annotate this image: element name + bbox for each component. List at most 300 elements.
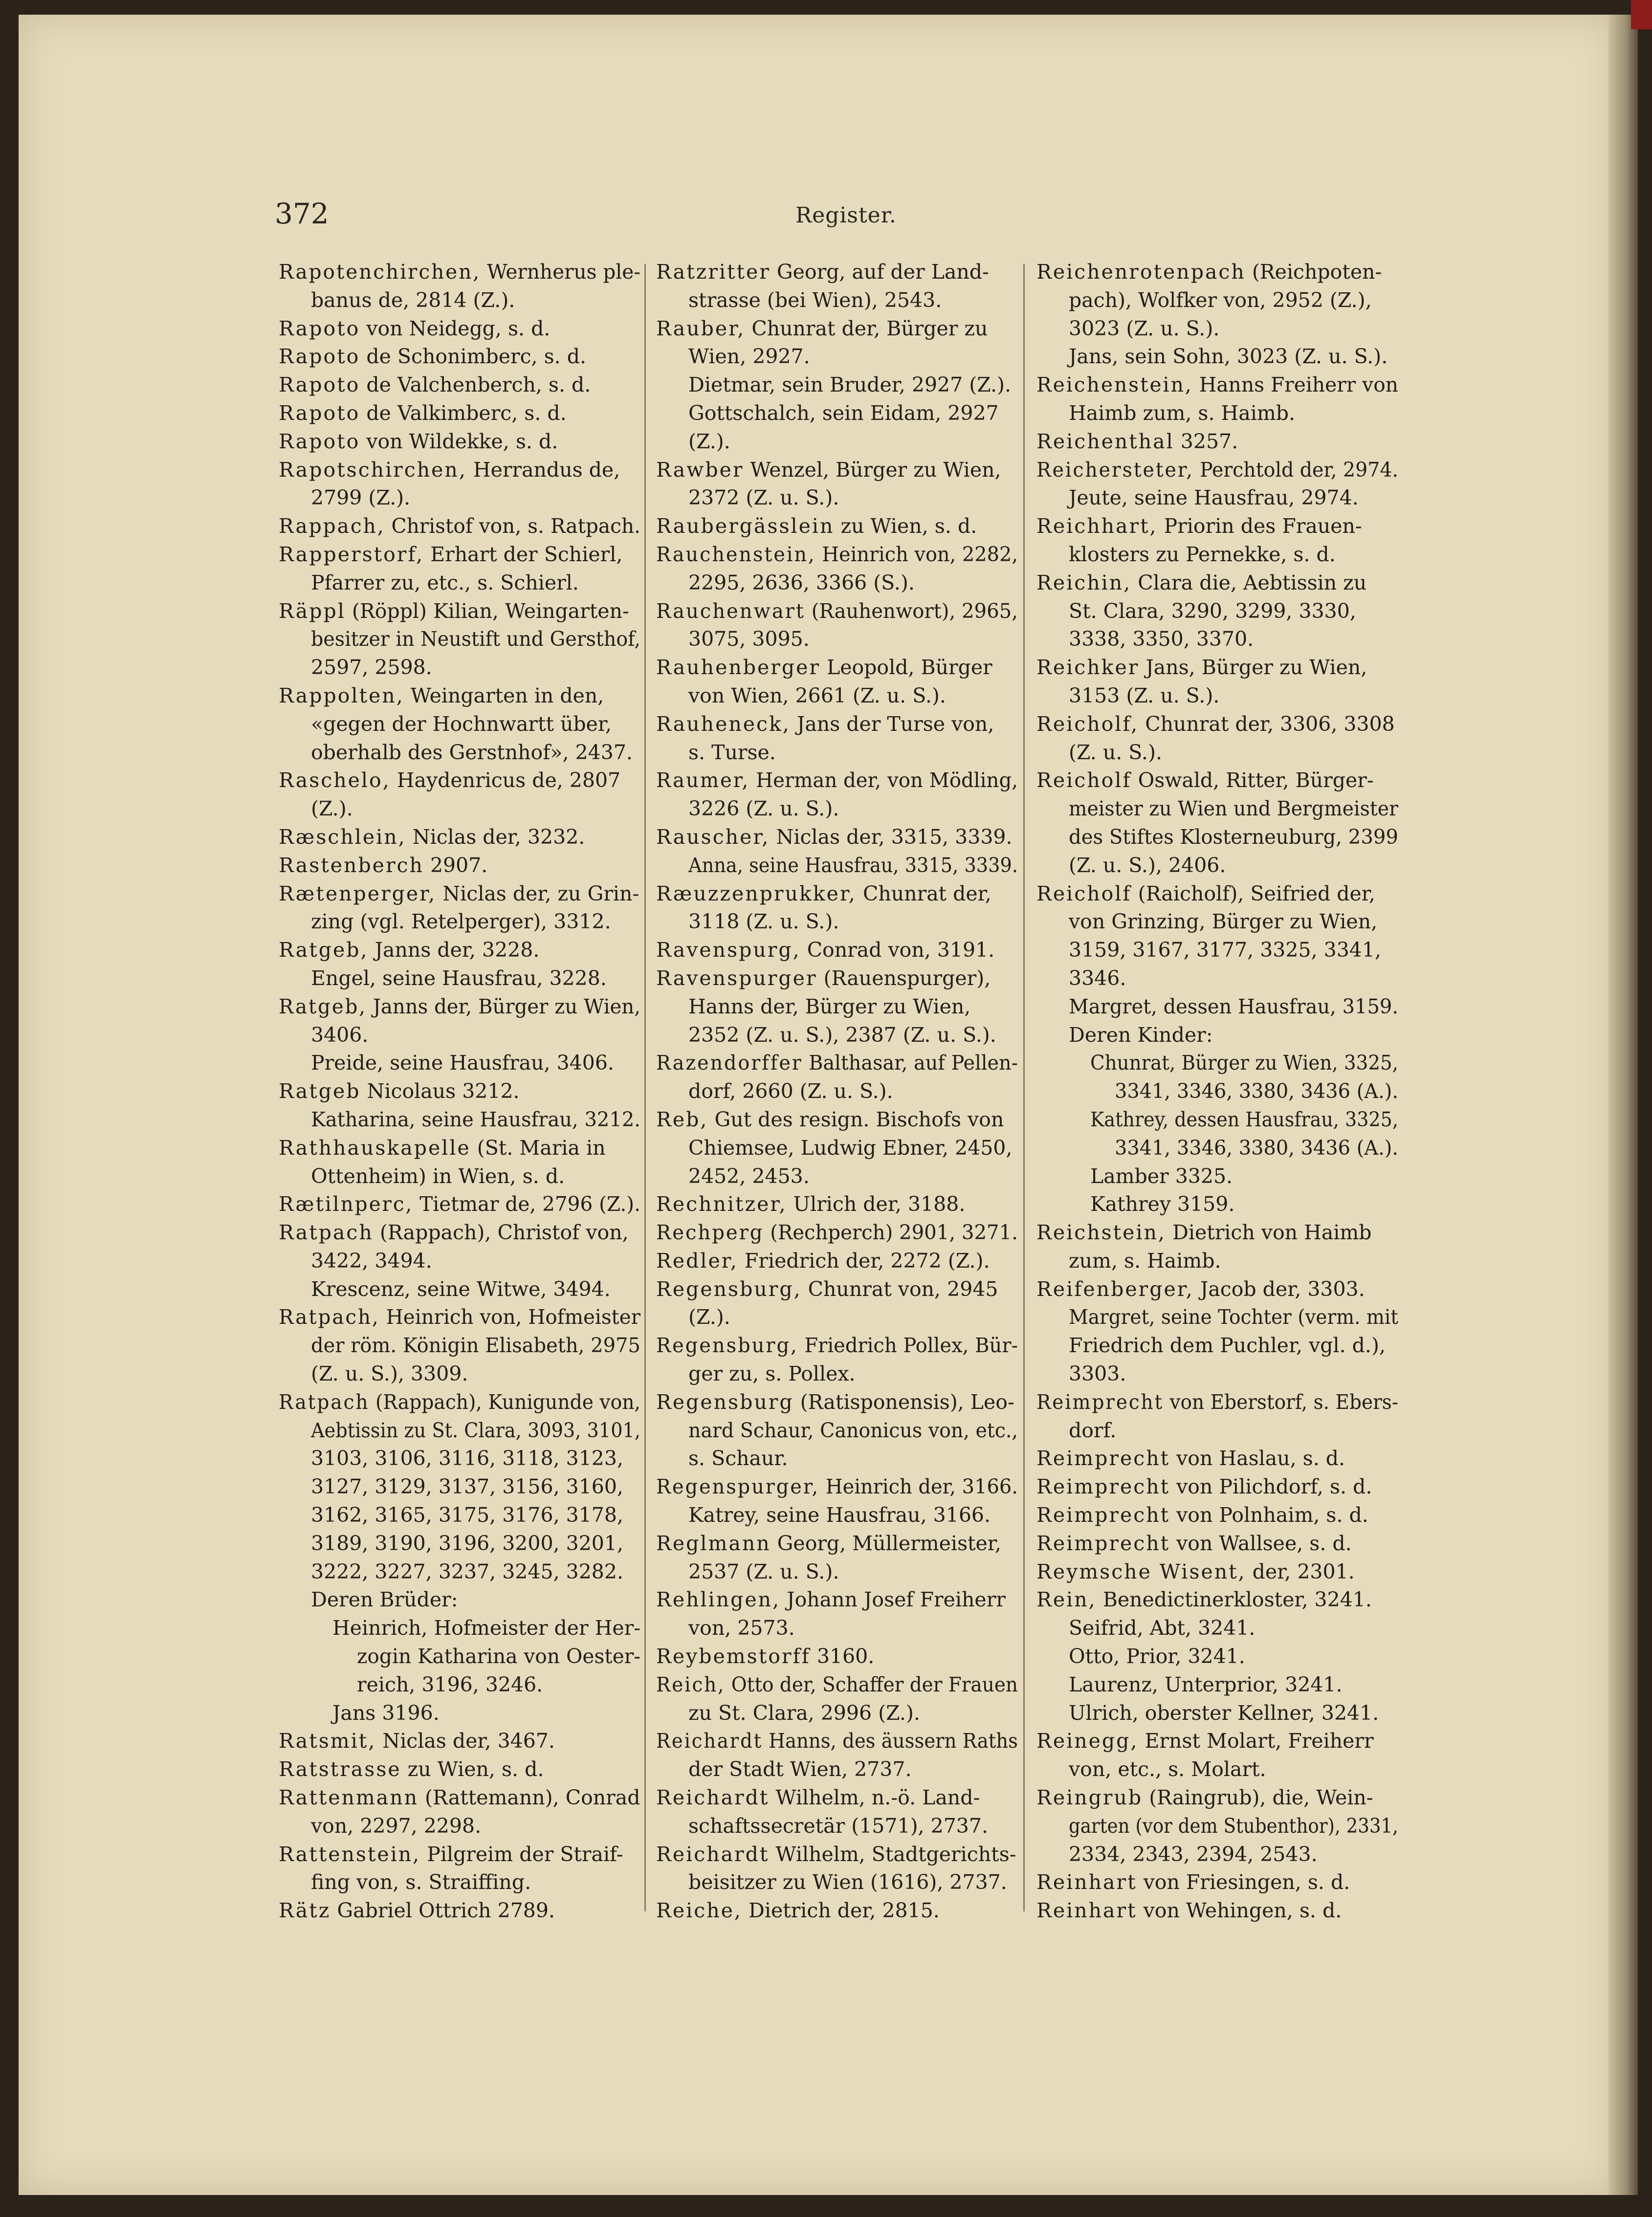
index-entry-line (279, 654, 640, 682)
line-content (1036, 260, 1382, 284)
line-content (1069, 938, 1381, 962)
index-text: 2352 (Z. u. S.), 2387 (Z. u. S.). (688, 1023, 996, 1047)
index-entry-head (656, 710, 1018, 739)
line-content (688, 571, 915, 594)
line-content (1036, 371, 1398, 399)
index-text: Margret, seine Tochter (verm. mit (1069, 1305, 1398, 1329)
line-content (311, 1560, 623, 1583)
line-content (1090, 1106, 1398, 1134)
line-content (279, 1221, 629, 1244)
index-entry-head (1036, 880, 1398, 908)
index-keyword: Rattenmann (279, 1786, 419, 1810)
line-content (1069, 627, 1254, 651)
index-keyword: Rein, (1036, 1588, 1097, 1612)
index-text: de Valkimberc, s. d. (360, 401, 567, 425)
index-keyword: Rapoto (279, 401, 360, 425)
line-content (656, 1049, 1018, 1077)
line-content (1069, 1843, 1318, 1866)
index-entry-line (656, 286, 1018, 315)
line-content (279, 938, 539, 962)
index-entry-head (656, 654, 1018, 682)
index-entry-head (656, 541, 1018, 569)
index-text: Chunrat der, (856, 881, 991, 905)
index-text: Tietmar de, 2796 (Z.). (413, 1192, 640, 1216)
index-entry-head (1036, 1784, 1398, 1812)
index-entry-line (1036, 1614, 1398, 1643)
index-text: Wilhelm, n.-ö. Land- (769, 1786, 980, 1810)
line-content (1036, 1588, 1372, 1611)
line-content (1036, 1532, 1352, 1555)
index-entry-line (1036, 1303, 1398, 1332)
index-entry-line (656, 1699, 1018, 1728)
index-column-2 (656, 258, 1018, 1925)
line-content (1115, 1134, 1398, 1163)
line-content (1069, 486, 1359, 509)
line-content (1036, 1221, 1372, 1244)
line-content (1090, 1049, 1398, 1077)
index-entry-head (1036, 1388, 1398, 1417)
line-content (1115, 1077, 1398, 1106)
index-entry-line (1036, 993, 1398, 1021)
index-keyword: Reichenrotenpach (1036, 260, 1246, 284)
index-text: (Rauhenwort), 2965, (805, 599, 1018, 623)
index-entry-line (1036, 286, 1398, 315)
index-text: von Wehingen, s. d. (1137, 1899, 1342, 1923)
index-text: Wilhelm, Stadtgerichts- (769, 1842, 1016, 1866)
index-text: Gut des resign. Bischofs von (708, 1107, 1004, 1131)
index-entry-line (279, 1586, 640, 1614)
index-entry-head (1036, 1445, 1398, 1473)
index-entry-line (656, 569, 1018, 597)
line-content (688, 1447, 788, 1470)
index-keyword: Ratgeb, (279, 938, 369, 962)
line-content (1069, 345, 1388, 368)
line-content (688, 1814, 988, 1838)
index-text: des Stiftes Klosterneuburg, 2399 (1069, 825, 1398, 849)
index-keyword: Reimprecht (1036, 1531, 1170, 1555)
index-entry-head (1036, 371, 1398, 399)
line-content (656, 767, 1018, 795)
index-entry-line (656, 428, 1018, 456)
index-keyword: Reichenstein, (1036, 373, 1193, 397)
index-text: zogin Katharina von Oester- (357, 1645, 640, 1668)
index-entry-head (279, 371, 640, 399)
index-keyword: Reich, (656, 1672, 726, 1696)
index-text: Chiemsee, Ludwig Ebner, 2450, (688, 1136, 1013, 1160)
index-keyword: Regensburg (656, 1390, 794, 1414)
index-keyword: Rechnitzer, (656, 1192, 787, 1216)
line-content (311, 1870, 531, 1894)
line-content (311, 1106, 640, 1134)
index-entry-line (279, 286, 640, 315)
index-text: 3160. (810, 1645, 875, 1668)
index-entry-line (656, 625, 1018, 654)
index-text: 3341, 3346, 3380, 3436 (A.). (1115, 1136, 1398, 1160)
index-keyword: Ratgeb (279, 1079, 361, 1103)
index-entry-line (279, 1445, 640, 1473)
index-entry-head (1036, 1219, 1398, 1247)
line-content (311, 1362, 468, 1385)
index-text: von Friesingen, s. d. (1137, 1870, 1350, 1894)
line-content (279, 317, 550, 340)
line-content (311, 625, 640, 654)
line-content (688, 1503, 991, 1527)
index-text: 3222, 3227, 3237, 3245, 3282. (311, 1559, 624, 1583)
line-content (1036, 430, 1238, 453)
index-text: 2597, 2598. (311, 656, 432, 680)
index-entry-head (656, 1049, 1018, 1077)
index-keyword: Redler, (656, 1249, 738, 1273)
line-content (656, 1277, 998, 1301)
index-entry-line (1036, 541, 1398, 569)
index-text: (Z.). (688, 1305, 730, 1329)
index-text: nard Schaur, Canonicus von, etc., (688, 1418, 1018, 1442)
index-keyword: Rætilnperc, (279, 1192, 414, 1216)
index-text: Jans, Bürger zu Wien, (1139, 656, 1367, 680)
line-content (1069, 1303, 1398, 1332)
index-entry-line (656, 682, 1018, 710)
index-entry-line (1036, 1332, 1398, 1360)
index-keyword: Ratzritter (656, 260, 771, 284)
index-keyword: Regensburg, (656, 1277, 802, 1301)
index-text: Janns der, Bürger zu Wien, (366, 994, 640, 1018)
line-content (311, 1447, 623, 1470)
page-fold-edge (1608, 15, 1638, 2195)
index-keyword: Rapoto (279, 429, 360, 453)
index-keyword: Ræschlein, (279, 825, 406, 849)
index-text: zu Wien, s. d. (401, 1757, 544, 1781)
index-text: Chunrat der, 3306, 3308 (1139, 712, 1395, 736)
index-entry-line (279, 1671, 640, 1699)
index-entry-head (279, 315, 640, 343)
index-text: Herman der, von Mödling, (749, 768, 1018, 792)
index-entry-head (279, 1756, 640, 1784)
line-content (279, 1843, 623, 1866)
index-entry-head (279, 993, 640, 1021)
index-keyword: Reinegg, (1036, 1729, 1139, 1753)
index-text: Georg, auf der Land- (770, 260, 989, 284)
index-keyword: Reifenberger, (1036, 1277, 1194, 1301)
index-text: Otto der, Schaffer der Frauen (725, 1672, 1018, 1696)
index-keyword: Reichardt (656, 1842, 770, 1866)
index-text: von Haslau, s. d. (1170, 1447, 1345, 1471)
index-text: Ottenheim) in Wien, s. d. (311, 1164, 565, 1188)
index-text: von Wildekke, s. d. (360, 429, 558, 453)
index-entry-line (1036, 597, 1398, 626)
index-entry-head (656, 965, 1018, 993)
index-entry-head (656, 1784, 1018, 1812)
index-entry-head (1036, 1501, 1398, 1530)
index-text: 3341, 3346, 3380, 3436 (A.). (1115, 1079, 1398, 1103)
index-entry-line (1036, 795, 1398, 823)
index-entry-head (656, 597, 1018, 626)
line-content (279, 1079, 520, 1103)
line-content (311, 1023, 368, 1047)
index-text: zum, s. Haimb. (1069, 1249, 1221, 1273)
index-keyword: Raschelo, (279, 768, 391, 792)
index-entry-head (1036, 1558, 1398, 1586)
line-content (311, 1814, 481, 1838)
index-entry-line (279, 1360, 640, 1388)
line-content (656, 458, 1001, 482)
index-keyword: Rapoto (279, 373, 360, 397)
index-keyword: Reicholf (1036, 768, 1132, 792)
index-text: (Z.). (688, 429, 730, 453)
index-text: 3422, 3494. (311, 1249, 432, 1273)
index-entry-head (656, 1473, 1018, 1501)
index-entry-line (1036, 908, 1398, 936)
index-keyword: Rauchenstein, (656, 542, 816, 566)
index-entry-head (279, 880, 640, 908)
index-text: (Ratisponensis), Leo- (793, 1390, 1014, 1414)
index-text: Pilgreim der Straif- (420, 1842, 623, 1866)
index-text: 3023 (Z. u. S.). (1069, 316, 1220, 340)
index-entry-line (1036, 343, 1398, 371)
line-content (311, 656, 432, 679)
line-content (656, 882, 991, 905)
index-entry-line (1036, 399, 1398, 428)
index-keyword: Reichstein, (1036, 1221, 1166, 1245)
index-text: Otto, Prior, 3241. (1069, 1645, 1245, 1668)
index-text: Dietmar, sein Bruder, 2927 (Z.). (688, 373, 1012, 397)
line-content (1036, 1503, 1368, 1527)
index-keyword: Rapoto (279, 345, 360, 369)
index-text: 3189, 3190, 3196, 3200, 3201, (311, 1531, 624, 1555)
index-entry-head (1036, 258, 1398, 286)
line-content (656, 1671, 1018, 1699)
line-content (656, 260, 989, 284)
line-content (279, 599, 629, 623)
index-text: (Reichpoten- (1245, 260, 1382, 284)
index-entry-line (279, 1614, 640, 1643)
index-text: pach), Wolfker von, 2952 (Z.), (1069, 288, 1372, 312)
index-entry-head (656, 258, 1018, 286)
index-text: Chunrat, Bürger zu Wien, 3325, (1090, 1051, 1398, 1075)
index-text: oberhalb des Gerstnhof», 2437. (311, 740, 633, 764)
line-content (656, 1390, 1014, 1414)
line-content (311, 712, 612, 736)
index-text: Niclas der, 3315, 3339. (770, 825, 1013, 849)
index-text: 3159, 3167, 3177, 3325, 3341, (1069, 938, 1382, 962)
index-text: 3346. (1069, 966, 1126, 990)
line-content (1069, 741, 1162, 764)
index-text: (Z. u. S.). (1069, 740, 1162, 764)
index-entry-line (279, 1868, 640, 1897)
line-content (1036, 882, 1375, 905)
index-entry-line (1036, 682, 1398, 710)
index-entry-head (1036, 710, 1398, 739)
index-text: von, 2573. (688, 1616, 795, 1640)
line-content (1069, 1616, 1255, 1640)
index-text: 3338, 3350, 3370. (1069, 627, 1254, 651)
index-keyword: Rastenberch (279, 853, 424, 877)
index-entry-head (279, 1897, 640, 1925)
line-content (656, 597, 1018, 626)
line-content (1069, 854, 1226, 877)
line-content (311, 741, 633, 764)
index-text: von Polnhaim, s. d. (1170, 1503, 1368, 1527)
index-text: (Rechperch) 2901, 3271. (764, 1221, 1018, 1245)
index-text: Heinrich von, Hofmeister (379, 1305, 640, 1329)
index-text: 2537 (Z. u. S.). (688, 1559, 839, 1583)
index-text: 3406. (311, 1023, 369, 1047)
index-entry-head (656, 1586, 1018, 1614)
index-keyword: Reimprecht (1036, 1503, 1170, 1527)
index-entry-line (1036, 1671, 1398, 1699)
index-entry-line (279, 1812, 640, 1841)
line-content (279, 258, 640, 286)
line-content (311, 1249, 432, 1273)
line-content (656, 1645, 874, 1668)
line-content (1036, 1786, 1373, 1809)
page-number: 372 (275, 197, 329, 230)
index-entry-line (656, 852, 1018, 880)
index-text: Seifrid, Abt, 3241. (1069, 1616, 1256, 1640)
index-text: (Raingrub), die, Wein- (1143, 1786, 1373, 1810)
index-text: 2334, 2343, 2394, 2543. (1069, 1842, 1318, 1866)
index-entry-line (279, 1643, 640, 1671)
index-entry-line (1036, 1417, 1398, 1445)
line-content (279, 458, 620, 482)
line-content (279, 345, 586, 368)
index-text: Deren Brüder: (311, 1588, 458, 1612)
index-keyword: Reimprecht (1036, 1475, 1170, 1499)
index-text: (Rappach), Christof von, (373, 1221, 629, 1245)
line-content (1069, 1701, 1379, 1725)
line-content (1069, 1757, 1266, 1781)
line-content (1069, 1023, 1213, 1047)
line-content (311, 571, 579, 594)
index-keyword: Razendorffer (656, 1051, 803, 1075)
index-keyword: Rauheneck, (656, 712, 791, 736)
index-column-3 (1036, 258, 1398, 1925)
index-entry-head (656, 315, 1018, 343)
index-entry-line (656, 1756, 1018, 1784)
index-entry-line (1036, 823, 1398, 852)
index-entry-line (1036, 1163, 1398, 1191)
line-content (279, 430, 558, 453)
index-entry-line (656, 1558, 1018, 1586)
index-text: Friedrich der, 2272 (Z.). (738, 1249, 990, 1273)
index-entry-line (1036, 1134, 1398, 1163)
line-content (1069, 543, 1336, 566)
index-text: Dietrich der, 2815. (742, 1899, 940, 1923)
line-content (357, 1673, 543, 1696)
line-content (1069, 795, 1398, 823)
index-keyword: Rattenstein, (279, 1842, 421, 1866)
index-text: von Wallsee, s. d. (1170, 1531, 1352, 1555)
index-entry-head (656, 1247, 1018, 1275)
index-entry-line (656, 993, 1018, 1021)
line-content (688, 627, 810, 651)
line-content (656, 1588, 1006, 1611)
index-entry-head (279, 1077, 640, 1106)
index-text: von Eberstorf, s. Ebers- (1164, 1390, 1398, 1414)
line-content (1036, 712, 1395, 736)
index-text: Friedrich Pollex, Bür- (798, 1334, 1018, 1358)
index-text: von Neidegg, s. d. (360, 316, 551, 340)
index-keyword: Ræuzzenprukker, (656, 881, 857, 905)
index-entry-head (1036, 1275, 1398, 1304)
index-entry-line (1036, 852, 1398, 880)
index-keyword: Rapotschirchen, (279, 458, 467, 482)
index-text: Janns der, 3228. (368, 938, 540, 962)
index-entry-line (1036, 1049, 1398, 1077)
line-content (656, 1727, 1018, 1756)
index-text: Krescenz, seine Witwe, 3494. (311, 1277, 611, 1301)
index-text: Pfarrer zu, etc., s. Schierl. (311, 571, 579, 594)
index-text: besitzer in Neustift und Gersthof, (311, 627, 640, 651)
index-entry-line (279, 1275, 640, 1304)
line-content (1036, 514, 1362, 538)
index-text: ger zu, s. Pollex. (688, 1362, 856, 1386)
index-entry-line (279, 1332, 640, 1360)
index-text: (Raicholf), Seifried der, (1131, 881, 1375, 905)
index-keyword: Reichardt (656, 1786, 770, 1810)
index-entry-head (279, 512, 640, 541)
line-content (688, 797, 839, 820)
index-keyword: Reicholf (1036, 881, 1132, 905)
index-entry-head (279, 1727, 640, 1756)
index-text: Katharina, seine Hausfrau, 3212. (311, 1107, 640, 1131)
index-entry-line (279, 569, 640, 597)
line-content (1036, 1870, 1350, 1894)
line-content (279, 1303, 640, 1332)
index-text: Niclas der, 3467. (376, 1729, 555, 1753)
index-entry-line (279, 1106, 640, 1134)
index-keyword: Rechperg (656, 1221, 764, 1245)
index-keyword: Reb, (656, 1107, 708, 1131)
index-entry-head (279, 343, 640, 371)
index-entry-head (279, 1784, 640, 1812)
line-content (656, 656, 992, 679)
index-text: Heinrich von, 2282, (815, 542, 1018, 566)
index-entry-line (656, 1417, 1018, 1445)
index-text: Friedrich dem Puchler, vgl. d.), (1069, 1334, 1386, 1358)
index-text: Chunrat von, 2945 (801, 1277, 998, 1301)
index-text: banus de, 2814 (Z.). (311, 288, 515, 312)
index-column-1 (279, 258, 640, 1925)
index-entry-head (279, 1841, 640, 1869)
index-entry-line (1036, 1643, 1398, 1671)
index-keyword: Ratgeb, (279, 994, 367, 1018)
index-keyword: Reingrub (1036, 1786, 1143, 1810)
line-content (688, 1757, 912, 1781)
index-keyword: Ravenspurg, (656, 938, 801, 962)
index-text: fing von, s. Straiffing. (311, 1870, 531, 1894)
index-entry-head (279, 682, 640, 710)
line-content (279, 543, 622, 566)
line-content (311, 1532, 623, 1555)
index-keyword: Räppl (279, 599, 346, 623)
line-content (688, 910, 839, 933)
index-text: Jacob der, 3303. (1193, 1277, 1365, 1301)
index-text: dorf. (1069, 1418, 1117, 1442)
index-entry-head (279, 428, 640, 456)
index-entry-line (1036, 484, 1398, 512)
line-content (279, 1786, 640, 1809)
line-content (688, 401, 999, 425)
index-entry-line (1036, 1247, 1398, 1275)
index-text: von Grinzing, Bürger zu Wien, (1069, 910, 1378, 934)
index-keyword: Rawber (656, 458, 744, 482)
index-text: Deren Kinder: (1069, 1023, 1213, 1047)
index-entry-line (1036, 625, 1398, 654)
line-content (279, 1388, 640, 1417)
index-text: Kathrey, dessen Hausfrau, 3325, (1090, 1107, 1398, 1131)
index-text: Niclas der, zu Grin- (436, 881, 639, 905)
index-keyword: Raubergässlein (656, 514, 835, 538)
